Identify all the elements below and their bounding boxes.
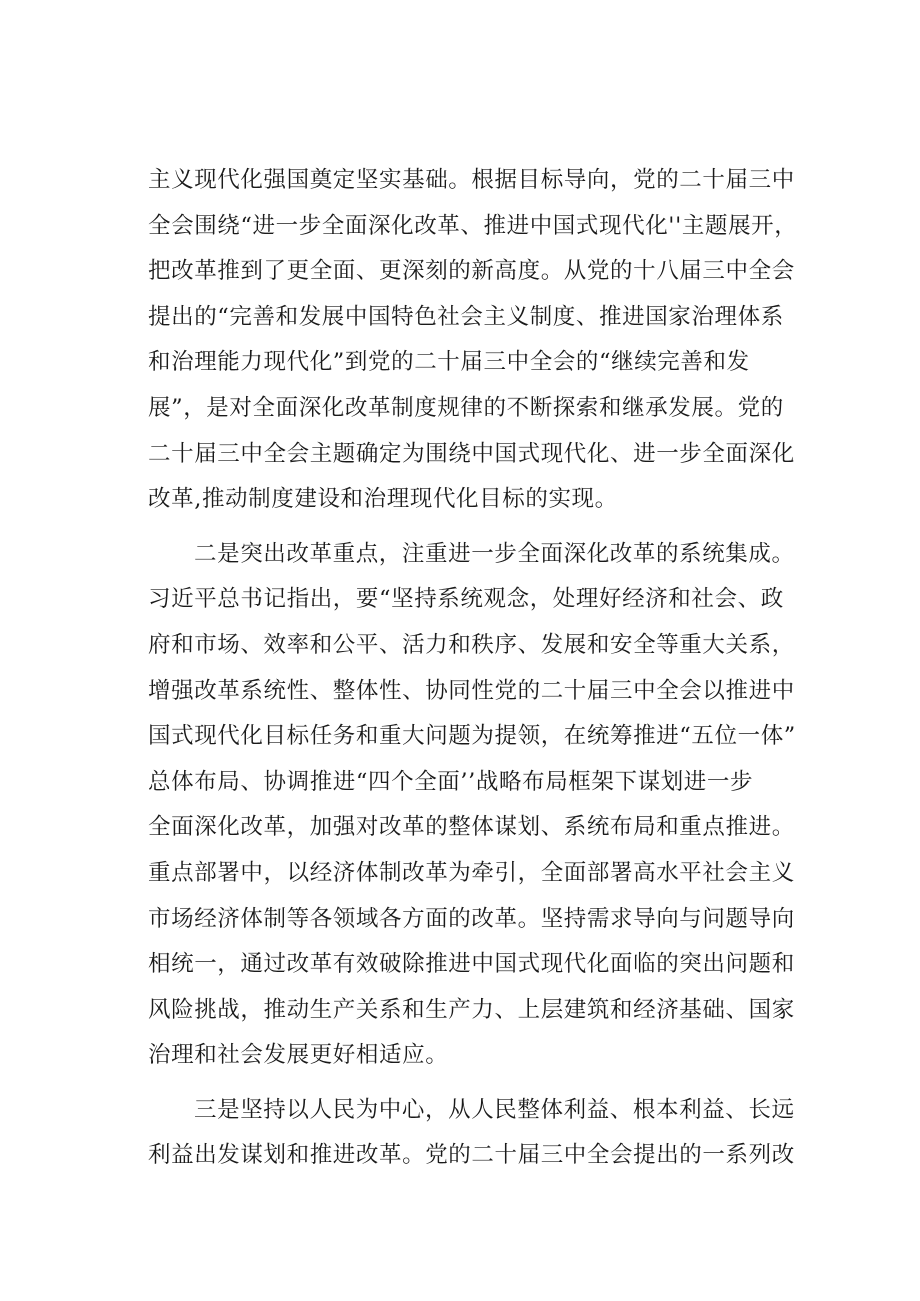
text-line: 全会围绕“进一步全面深化改革、推进中国式现代化''主题展开， [148, 212, 798, 239]
paragraph-start-line: 三是坚持以人民为中心，从人民整体利益、根本利益、长远 [194, 1096, 795, 1123]
text-line: 相统一，通过改革有效破除推进中国式现代化面临的突出问题和 [148, 951, 795, 978]
text-line: 展”，是对全面深化改革制度规律的不断探索和继承发展。党的 [148, 394, 784, 421]
text-line: 全面深化改革，加强对改革的整体谋划、系统布局和重点推进。 [148, 814, 795, 841]
text-line: 主义现代化强国奠定坚实基础。根据目标导向，党的二十届三中 [148, 167, 795, 193]
text-line: 提出的“完善和发展中国特色社会主义制度、推进国家治理体系 [148, 303, 784, 330]
text-line: 和治理能力现代化”到党的二十届三中全会的“继续完善和发 [148, 349, 750, 376]
text-line: 习近平总书记指出，要“坚持系统观念，处理好经济和社会、政 [148, 586, 784, 613]
text-line: 风险挑战，推动生产关系和生产力、上层建筑和经济基础、国家 [148, 996, 795, 1023]
text-line: 重点部署中，以经济体制改革为牵引，全面部署高水平社会主义 [148, 859, 795, 886]
document-body [148, 158, 808, 1179]
text-line: 治理和社会发展更好相适应。 [148, 1042, 449, 1069]
text-line: 增强改革系统性、整体性、协同性党的二十届三中全会以推进中 [148, 677, 795, 704]
text-line: 利益出发谋划和推进改革。党的二十届三中全会提出的一系列改 [148, 1142, 795, 1169]
text-line: 二十届三中全会主题确定为围绕中国式现代化、进一步全面深化 [148, 440, 795, 467]
text-line: 市场经济体制等各领域各方面的改革。坚持需求导向与问题导向 [148, 905, 795, 932]
text-line: 改革,推动制度建设和治理现代化目标的实现。 [148, 486, 618, 513]
text-line: 把改革推到了更全面、更深刻的新高度。从党的十八届三中全会 [148, 258, 795, 285]
text-line: 府和市场、效率和公平、活力和秩序、发展和安全等重大关系， [148, 631, 795, 658]
text-line: 总体布局、协调推进“四个全面’’战略布局框架下谋划进一步 [148, 768, 754, 795]
text-line: 国式现代化目标任务和重大问题为提领，在统筹推进“五位一体” [148, 723, 796, 750]
paragraph-start-line: 二是突出改革重点，注重进一步全面深化改革的系统集成。 [194, 540, 795, 567]
